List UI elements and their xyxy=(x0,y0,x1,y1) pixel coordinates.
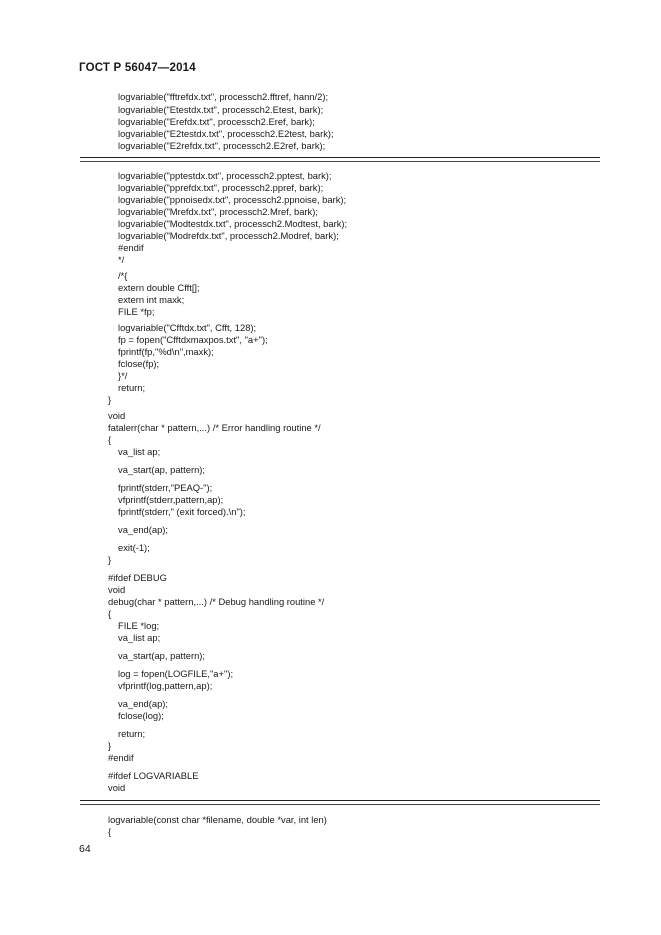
code-line: va_start(ap, pattern); xyxy=(118,464,206,475)
code-line: va_list ap; xyxy=(118,632,161,643)
code-line: logvariable("pprefdx.txt", processch2.ppref, bark); xyxy=(118,182,324,193)
code-line: { xyxy=(108,608,112,619)
code-line: FILE *log; xyxy=(118,620,160,631)
code-line: */ xyxy=(118,254,125,265)
code-line: return; xyxy=(118,382,146,393)
code-line: void xyxy=(108,584,126,595)
code-line: vfprintf(stderr,pattern,ap); xyxy=(118,494,224,505)
code-line: fatalerr(char * pattern,...) /* Error handling routine */ xyxy=(108,422,321,433)
code-line: void xyxy=(108,782,126,793)
code-line: #ifdef DEBUG xyxy=(108,572,167,583)
code-line: FILE *fp; xyxy=(118,306,155,317)
code-line: logvariable("fftrefdx.txt", processch2.fftref, hann/2); xyxy=(118,91,329,102)
code-line: { xyxy=(108,826,112,837)
document-header: ГОСТ Р 56047—2014 xyxy=(79,62,196,74)
code-line: }*/ xyxy=(118,370,128,381)
code-line: #endif xyxy=(118,242,144,253)
section-divider xyxy=(80,804,600,805)
code-line: logvariable("Modtestdx.txt", processch2.Modtest, bark); xyxy=(118,218,348,229)
code-line: logvariable(const char *filename, double *var, int len) xyxy=(108,814,327,825)
code-line: logvariable("Modrefdx.txt", processch2.Modref, bark); xyxy=(118,230,339,241)
page-number: 64 xyxy=(79,843,91,855)
code-line: /*{ xyxy=(118,270,128,281)
code-line: logvariable("Erefdx.txt", processch2.Eref, bark); xyxy=(118,116,315,127)
section-divider xyxy=(80,161,600,162)
section-divider xyxy=(80,800,600,801)
code-line: va_end(ap); xyxy=(118,698,169,709)
code-line: log = fopen(LOGFILE,"a+"); xyxy=(118,668,234,679)
code-line: logvariable("Mrefdx.txt", processch2.Mref, bark); xyxy=(118,206,318,217)
code-line: } xyxy=(108,740,112,751)
code-line: fp = fopen("Cfftdxmaxpos.txt", "a+"); xyxy=(118,334,268,345)
code-line: logvariable("Cfftdx.txt", Cfft, 128); xyxy=(118,322,257,333)
code-line: logvariable("E2refdx.txt", processch2.E2ref, bark); xyxy=(118,140,326,151)
code-line: logvariable("ppnoisedx.txt", processch2.ppnoise, bark); xyxy=(118,194,347,205)
code-line: logvariable("Etestdx.txt", processch2.Etest, bark); xyxy=(118,104,324,115)
code-line: va_end(ap); xyxy=(118,524,169,535)
code-line: fprintf(fp,"%d\n",maxk); xyxy=(118,346,214,357)
code-line: } xyxy=(108,394,112,405)
code-line: #endif xyxy=(108,752,134,763)
code-line: va_start(ap, pattern); xyxy=(118,650,206,661)
code-line: return; xyxy=(118,728,146,739)
code-line: fprintf(stderr,"PEAQ-"); xyxy=(118,482,213,493)
code-line: extern double Cfft[]; xyxy=(118,282,200,293)
code-line: fclose(fp); xyxy=(118,358,160,369)
code-line: debug(char * pattern,...) /* Debug handling routine */ xyxy=(108,596,325,607)
code-line: exit(-1); xyxy=(118,542,150,553)
code-line: { xyxy=(108,434,112,445)
code-line: extern int maxk; xyxy=(118,294,185,305)
code-line: #ifdef LOGVARIABLE xyxy=(108,770,199,781)
code-line: fprintf(stderr," (exit forced).\n"); xyxy=(118,506,246,517)
code-line: vfprintf(log,pattern,ap); xyxy=(118,680,213,691)
code-line: void xyxy=(108,410,126,421)
code-line: fclose(log); xyxy=(118,710,164,721)
code-line: logvariable("E2testdx.txt", processch2.E2test, bark); xyxy=(118,128,334,139)
code-line: logvariable("pptestdx.txt", processch2.pptest, bark); xyxy=(118,170,332,181)
section-divider xyxy=(80,157,600,158)
code-line: va_list ap; xyxy=(118,446,161,457)
code-line: } xyxy=(108,554,112,565)
